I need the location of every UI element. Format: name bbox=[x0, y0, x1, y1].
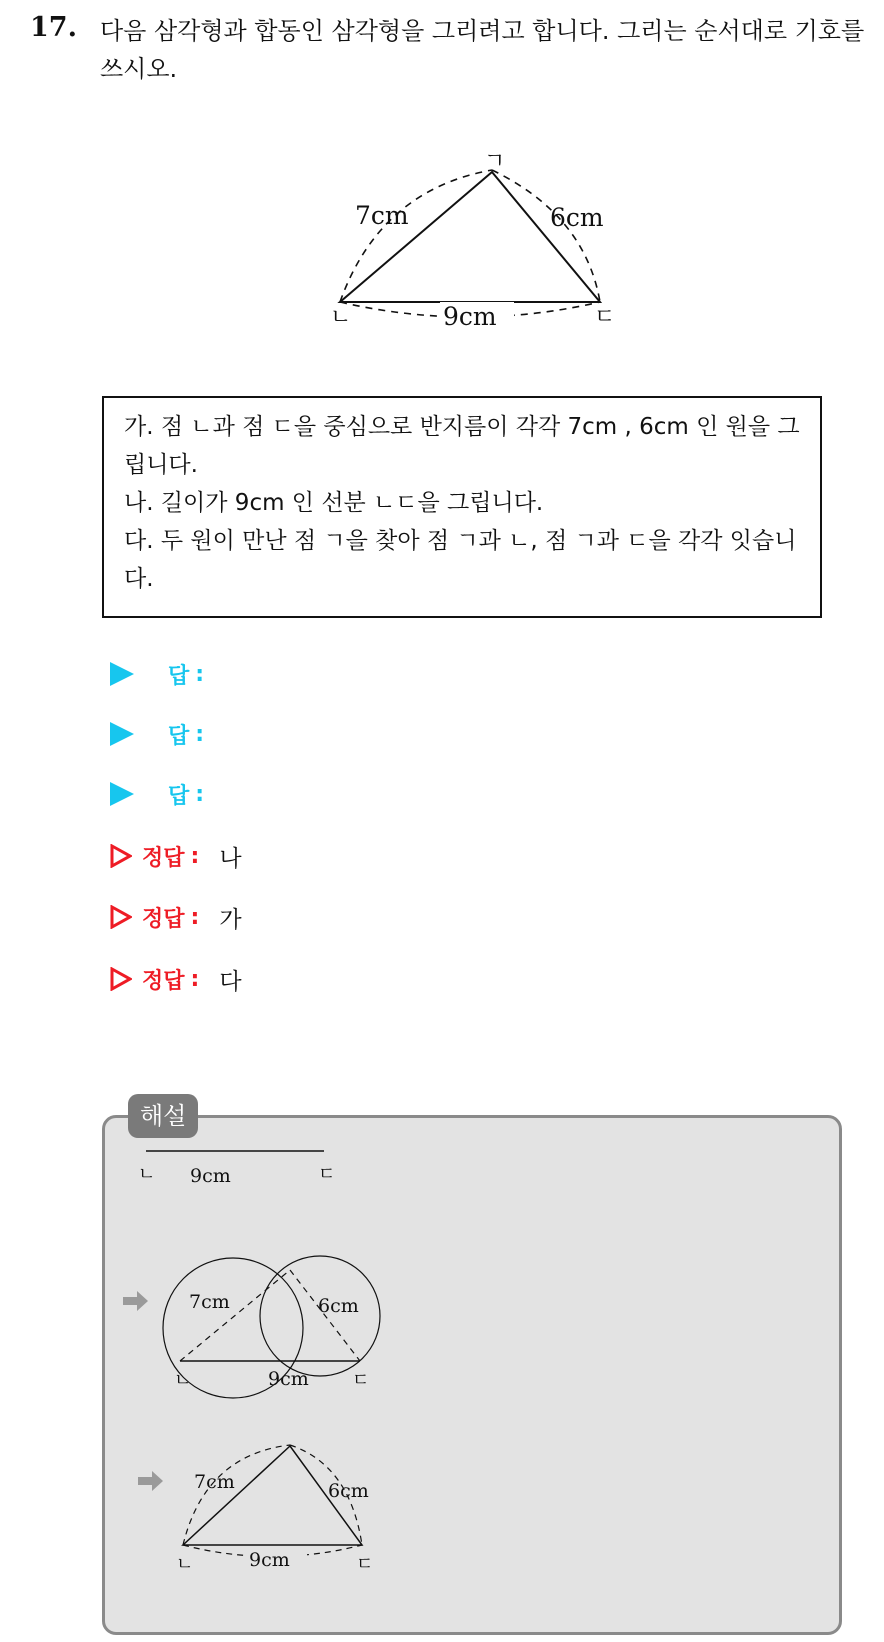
triangle-figure bbox=[0, 0, 884, 360]
explanation-tag: 해설 bbox=[128, 1094, 198, 1138]
answer-label: 답 bbox=[168, 663, 190, 689]
question-number: 17. bbox=[30, 12, 77, 43]
arrow-right-icon bbox=[138, 1471, 163, 1491]
triangle bbox=[340, 172, 600, 302]
solution-row-2 bbox=[110, 900, 242, 934]
solution-colon: : bbox=[190, 904, 200, 930]
step1-left-label: ㄴ bbox=[138, 1164, 156, 1185]
answer-colon: : bbox=[195, 781, 205, 807]
step2-side-right-label: 6cm bbox=[318, 1295, 359, 1317]
solution-value: 나 bbox=[219, 845, 242, 872]
step3-side-right-label: 6cm bbox=[328, 1480, 369, 1502]
step3-side-left-label: 7cm bbox=[194, 1471, 235, 1493]
step1-right-label: ㄷ bbox=[318, 1164, 336, 1185]
step2-right-label: ㄷ bbox=[352, 1370, 370, 1391]
answer-label: 답 bbox=[168, 723, 190, 749]
side-right-label: 6cm bbox=[550, 203, 604, 232]
solution-value: 다 bbox=[219, 968, 242, 995]
solution-label: 정답 bbox=[142, 968, 185, 994]
step2-left-label: ㄴ bbox=[174, 1370, 192, 1391]
step-na: 나. 길이가 9cm 인 선분 ㄴㄷ을 그립니다. bbox=[124, 490, 544, 516]
solution-colon: : bbox=[190, 843, 200, 869]
outline-triangle-icon bbox=[110, 905, 132, 929]
step3-base-label: 9cm bbox=[249, 1549, 290, 1571]
steps-box bbox=[102, 396, 822, 618]
side-bottom-label: 9cm bbox=[443, 302, 497, 331]
solution-label: 정답 bbox=[142, 906, 185, 932]
solution-value: 가 bbox=[219, 906, 242, 933]
answer-label: 답 bbox=[168, 783, 190, 809]
solution-label: 정답 bbox=[142, 845, 185, 871]
play-triangle-icon bbox=[110, 722, 134, 746]
vertex-left-label: ㄴ bbox=[330, 305, 352, 330]
question-text: 다음 삼각형과 합동인 삼각형을 그리려고 합니다. 그리는 순서대로 기호를 쓰시오. bbox=[100, 17, 865, 83]
answer-row-3 bbox=[110, 777, 204, 811]
arrow-right-icon bbox=[123, 1291, 148, 1311]
step3-left-label: ㄴ bbox=[176, 1554, 194, 1575]
answer-row-2 bbox=[110, 717, 204, 751]
step2-side-left-label: 7cm bbox=[189, 1291, 230, 1313]
step1-length-label: 9cm bbox=[190, 1165, 231, 1187]
play-triangle-icon bbox=[110, 782, 134, 806]
step-da: 다. 두 원이 만난 점 ㄱ을 찾아 점 ㄱ과 ㄴ, 점 ㄱ과 ㄷ을 각각 잇습니다. bbox=[124, 528, 797, 592]
step3-right-label: ㄷ bbox=[356, 1554, 374, 1575]
play-triangle-icon bbox=[110, 662, 134, 686]
solution-row-1 bbox=[110, 839, 242, 873]
outline-triangle-icon bbox=[110, 967, 132, 991]
outline-triangle-icon bbox=[110, 844, 132, 868]
solution-colon: : bbox=[190, 966, 200, 992]
side-left-label: 7cm bbox=[355, 201, 409, 230]
step2-base-label: 9cm bbox=[268, 1368, 309, 1390]
solution-row-3 bbox=[110, 962, 242, 996]
answer-colon: : bbox=[195, 721, 205, 747]
step-ga: 가. 점 ㄴ과 점 ㄷ을 중심으로 반지름이 각각 7cm , 6cm 인 원을 그립니다. bbox=[124, 414, 800, 478]
explanation-figures bbox=[0, 1130, 884, 1630]
answer-colon: : bbox=[195, 661, 205, 687]
answer-row-1 bbox=[110, 657, 204, 691]
vertex-top-label: ㄱ bbox=[484, 149, 506, 174]
vertex-right-label: ㄷ bbox=[594, 305, 616, 330]
